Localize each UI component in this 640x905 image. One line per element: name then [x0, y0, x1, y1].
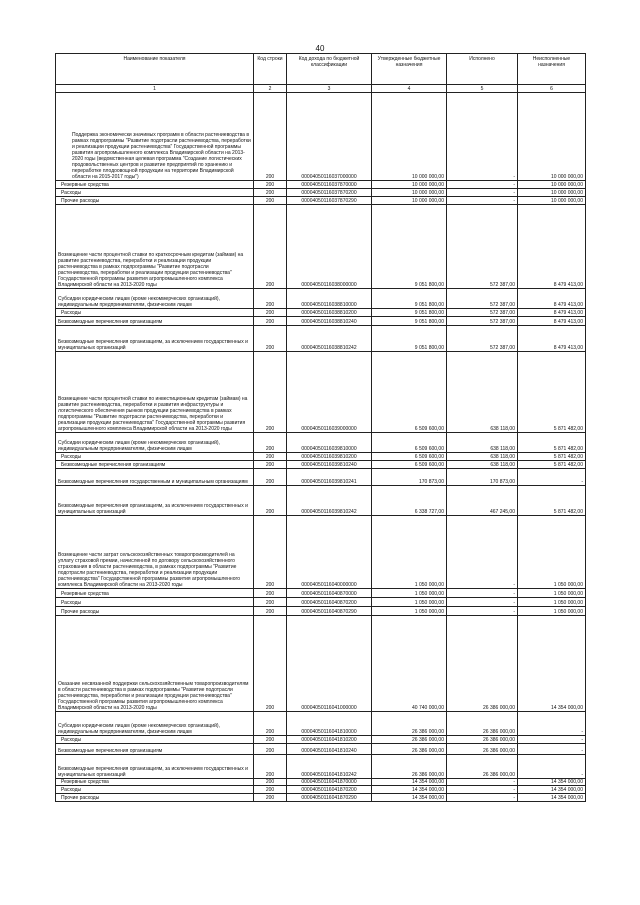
- cell-name: Прочие расходы: [56, 197, 254, 205]
- cell-line-code: 200: [254, 352, 287, 433]
- cell-approved: 9 051 800,00: [372, 309, 447, 317]
- cell-line-code: 200: [254, 598, 287, 607]
- column-header-executed: Исполнено: [447, 54, 518, 85]
- cell-name: Возмещение части процентной ставки по краткосрочным кредитам (займам) на развитие растениеводства, переработки и реализации продукции растениеводства в рамках подпрограммы "Развитие подотрасли растениеводства, переработки и реализации продукции растениеводства" Государственной программы развития агропромышленного комплекса Владимирской области на 2013-2020 годы: [56, 205, 254, 289]
- cell-approved: 26 386 000,00: [372, 744, 447, 755]
- cell-unexecuted: 8 479 413,00: [518, 317, 586, 326]
- cell-approved: 10 000 000,00: [372, 189, 447, 197]
- cell-budget-code: 00004050116038810242: [287, 326, 372, 352]
- cell-name: Возмещение части процентной ставки по инвестиционным кредитам (займам) на развитие растениеводства, переработки и развития инфраструктуры и логистического обеспечения рынков продукции растениеводства в рамках подпрограммы "Развитие подотрасли растениеводства, переработки и реализации продукции растениеводства" Государственной программы развития агропромышленного комплекса Владимирской области на 2013-2020 годы: [56, 352, 254, 433]
- table-row: [56, 516, 586, 589]
- budget-table: [55, 53, 586, 802]
- cell-budget-code: 00004050116038810200: [287, 309, 372, 317]
- cell-approved: 6 509 600,00: [372, 461, 447, 469]
- cell-budget-code: 00004050116037870200: [287, 189, 372, 197]
- cell-unexecuted: 1 050 000,00: [518, 607, 586, 616]
- cell-budget-code: 00004050116041810000: [287, 712, 372, 736]
- cell-line-code: 200: [254, 589, 287, 598]
- cell-executed: -: [447, 516, 518, 589]
- cell-approved: 1 050 000,00: [372, 516, 447, 589]
- table-row: [56, 469, 586, 486]
- cell-approved: 10 000 000,00: [372, 197, 447, 205]
- cell-executed: 638 118,00: [447, 352, 518, 433]
- cell-name: Прочие расходы: [56, 794, 254, 802]
- cell-name: Расходы: [56, 189, 254, 197]
- cell-name: Резервные средства: [56, 779, 254, 786]
- cell-unexecuted: 10 000 000,00: [518, 189, 586, 197]
- cell-name: Субсидии юридическим лицам (кроме некоммерческих организаций), индивидуальным предпринимателям, физическим лицам: [56, 433, 254, 453]
- column-header-code: Код строки: [254, 54, 287, 85]
- cell-budget-code: 00004050116040870200: [287, 598, 372, 607]
- cell-budget-code: 00004050116041870200: [287, 786, 372, 794]
- cell-approved: 9 051 800,00: [372, 326, 447, 352]
- cell-budget-code: 00004050116040870290: [287, 607, 372, 616]
- cell-name: Расходы: [56, 598, 254, 607]
- table-row: [56, 589, 586, 598]
- cell-unexecuted: 1 050 000,00: [518, 598, 586, 607]
- table-row: [56, 352, 586, 433]
- cell-executed: 572 387,00: [447, 309, 518, 317]
- cell-budget-code: 00004050116038810000: [287, 289, 372, 309]
- table-row: [56, 607, 586, 616]
- cell-line-code: 200: [254, 712, 287, 736]
- cell-budget-code: 00004050116039810242: [287, 486, 372, 516]
- cell-executed: 638 118,00: [447, 453, 518, 461]
- header-row: [56, 54, 586, 85]
- cell-unexecuted: 5 871 482,00: [518, 461, 586, 469]
- cell-unexecuted: -: [518, 744, 586, 755]
- cell-budget-code: 00004050116038000000: [287, 205, 372, 289]
- cell-executed: -: [447, 93, 518, 181]
- cell-approved: 6 509 600,00: [372, 352, 447, 433]
- cell-name: Безвозмездные перечисления организациям, за исключением государственных и муниципальных организаций: [56, 486, 254, 516]
- cell-approved: 26 386 000,00: [372, 736, 447, 744]
- table-row: [56, 598, 586, 607]
- cell-unexecuted: -: [518, 736, 586, 744]
- cell-approved: 14 354 000,00: [372, 779, 447, 786]
- cell-line-code: 200: [254, 616, 287, 712]
- column-number: 1: [56, 85, 254, 93]
- cell-name: Возмещение части затрат сельскохозяйственных товаропроизводителей на уплату страховой премии, начисленной по договору сельскохозяйственного страхования в области растениеводства, в рамках подпрограммы "Развитие подотрасли растениеводства, переработки и реализации продукции растениеводства" Государственной программы развития агропромышленного комплекса Владимирской области на 2013-2020 годы: [56, 516, 254, 589]
- cell-budget-code: 00004050116040000000: [287, 516, 372, 589]
- cell-approved: 26 386 000,00: [372, 712, 447, 736]
- cell-approved: 9 051 800,00: [372, 289, 447, 309]
- table-row: [56, 616, 586, 712]
- column-header-name: Наименование показателя: [56, 54, 254, 85]
- cell-approved: 6 509 600,00: [372, 453, 447, 461]
- cell-name: Субсидии юридическим лицам (кроме некоммерческих организаций), индивидуальным предпринимателям, физическим лицам: [56, 712, 254, 736]
- cell-line-code: 200: [254, 786, 287, 794]
- cell-line-code: 200: [254, 189, 287, 197]
- cell-executed: 572 387,00: [447, 326, 518, 352]
- cell-approved: 1 050 000,00: [372, 607, 447, 616]
- cell-line-code: 200: [254, 744, 287, 755]
- column-number: 2: [254, 85, 287, 93]
- table-row: [56, 309, 586, 317]
- cell-approved: 26 386 000,00: [372, 755, 447, 779]
- cell-name: Расходы: [56, 309, 254, 317]
- cell-name: Безвозмездные перечисления организациям, за исключением государственных и муниципальных организаций: [56, 326, 254, 352]
- cell-approved: 10 000 000,00: [372, 93, 447, 181]
- cell-executed: -: [447, 189, 518, 197]
- cell-line-code: 200: [254, 794, 287, 802]
- table-row: [56, 205, 586, 289]
- cell-line-code: 200: [254, 516, 287, 589]
- cell-executed: 26 386 000,00: [447, 744, 518, 755]
- table-row: [56, 189, 586, 197]
- cell-line-code: 200: [254, 433, 287, 453]
- cell-budget-code: 00004050116037870290: [287, 197, 372, 205]
- cell-unexecuted: 5 871 482,00: [518, 433, 586, 453]
- cell-unexecuted: 8 479 413,00: [518, 205, 586, 289]
- table-row: [56, 779, 586, 786]
- table-row: [56, 486, 586, 516]
- cell-unexecuted: 14 354 000,00: [518, 779, 586, 786]
- column-number: 6: [518, 85, 586, 93]
- cell-line-code: 200: [254, 326, 287, 352]
- cell-executed: -: [447, 197, 518, 205]
- cell-unexecuted: 1 050 000,00: [518, 589, 586, 598]
- cell-budget-code: 00004050116039810241: [287, 469, 372, 486]
- cell-executed: 26 386 000,00: [447, 736, 518, 744]
- table-row: [56, 93, 586, 181]
- cell-approved: 170 873,00: [372, 469, 447, 486]
- table-row: [56, 197, 586, 205]
- column-header-approved: Утвержденные бюджетные назначения: [372, 54, 447, 85]
- cell-line-code: 200: [254, 181, 287, 189]
- cell-budget-code: 00004050116041810242: [287, 755, 372, 779]
- cell-line-code: 200: [254, 779, 287, 786]
- cell-name: Расходы: [56, 786, 254, 794]
- cell-name: Расходы: [56, 736, 254, 744]
- column-number: 4: [372, 85, 447, 93]
- cell-executed: 467 245,00: [447, 486, 518, 516]
- cell-name: Резервные средства: [56, 589, 254, 598]
- cell-budget-code: 00004050116039000000: [287, 352, 372, 433]
- cell-approved: 6 509 600,00: [372, 433, 447, 453]
- column-header-unexecuted: Неисполненные назначения: [518, 54, 586, 85]
- cell-name: Расходы: [56, 453, 254, 461]
- cell-unexecuted: 5 871 482,00: [518, 486, 586, 516]
- column-header-kbk: Код дохода по бюджетной классификации: [287, 54, 372, 85]
- cell-approved: 1 050 000,00: [372, 598, 447, 607]
- cell-budget-code: 00004050116041000000: [287, 616, 372, 712]
- table-row: [56, 453, 586, 461]
- cell-name: Оказание несвязанной поддержки сельскохозяйственным товаропроизводителям в области растениеводства в рамках подпрограммы "Развитие подотрасли растениеводства, переработки и реализации продукции растениеводства" Государственной программы развития агропромышленного комплекса Владимирской области на 2013-2020 годы: [56, 616, 254, 712]
- table-row: [56, 433, 586, 453]
- cell-approved: 14 354 000,00: [372, 794, 447, 802]
- cell-executed: 26 386 000,00: [447, 616, 518, 712]
- cell-budget-code: 00004050116039810000: [287, 433, 372, 453]
- cell-budget-code: 00004050116041810200: [287, 736, 372, 744]
- cell-line-code: 200: [254, 486, 287, 516]
- cell-budget-code: 00004050116041810240: [287, 744, 372, 755]
- cell-executed: -: [447, 181, 518, 189]
- cell-line-code: 200: [254, 736, 287, 744]
- cell-line-code: 200: [254, 317, 287, 326]
- cell-unexecuted: 10 000 000,00: [518, 197, 586, 205]
- cell-approved: 40 740 000,00: [372, 616, 447, 712]
- cell-unexecuted: -: [518, 755, 586, 779]
- cell-unexecuted: 8 479 413,00: [518, 326, 586, 352]
- table-row: [56, 317, 586, 326]
- table-row: [56, 736, 586, 744]
- cell-line-code: 200: [254, 289, 287, 309]
- cell-unexecuted: -: [518, 712, 586, 736]
- cell-executed: -: [447, 589, 518, 598]
- cell-budget-code: 00004050116041870290: [287, 794, 372, 802]
- cell-line-code: 200: [254, 93, 287, 181]
- cell-executed: -: [447, 607, 518, 616]
- cell-name: Безвозмездные перечисления организациям: [56, 317, 254, 326]
- cell-unexecuted: 1 050 000,00: [518, 516, 586, 589]
- cell-name: Безвозмездные перечисления организациям: [56, 744, 254, 755]
- cell-unexecuted: 5 871 482,00: [518, 453, 586, 461]
- table-row: [56, 744, 586, 755]
- page-number: 40: [315, 44, 325, 53]
- cell-unexecuted: -: [518, 469, 586, 486]
- column-number: 5: [447, 85, 518, 93]
- cell-unexecuted: 14 354 000,00: [518, 786, 586, 794]
- cell-unexecuted: 10 000 000,00: [518, 181, 586, 189]
- cell-unexecuted: 8 479 413,00: [518, 309, 586, 317]
- cell-name: Поддержка экономически значимых программ в области растениеводства в рамках подпрограммы "Развитие подотрасли растениеводства, переработки и реализации продукции растениеводства" Государственной программы развития агропромышленного комплекса Владимирской области на 2013-2020 годы (ведомственная целевая программа "Создание логистических продовольственных центров и развитие предприятий по хранению и переработке плодоовощной продукции на территории Владимирской области на 2015-2017 годы"): [56, 93, 254, 181]
- cell-executed: 572 387,00: [447, 205, 518, 289]
- table-row: [56, 289, 586, 309]
- cell-budget-code: 00004050116038810240: [287, 317, 372, 326]
- cell-budget-code: 00004050116040870000: [287, 589, 372, 598]
- cell-approved: 9 051 800,00: [372, 317, 447, 326]
- cell-name: Прочие расходы: [56, 607, 254, 616]
- cell-unexecuted: 8 479 413,00: [518, 289, 586, 309]
- cell-unexecuted: 10 000 000,00: [518, 93, 586, 181]
- cell-executed: 572 387,00: [447, 317, 518, 326]
- cell-executed: -: [447, 779, 518, 786]
- cell-executed: 638 118,00: [447, 461, 518, 469]
- cell-approved: 6 338 727,00: [372, 486, 447, 516]
- cell-executed: 26 386 000,00: [447, 712, 518, 736]
- cell-budget-code: 00004050116039810200: [287, 453, 372, 461]
- cell-unexecuted: 14 354 000,00: [518, 794, 586, 802]
- table-row: [56, 181, 586, 189]
- cell-name: Субсидии юридическим лицам (кроме некоммерческих организаций), индивидуальным предпринимателям, физическим лицам: [56, 289, 254, 309]
- cell-line-code: 200: [254, 755, 287, 779]
- cell-line-code: 200: [254, 607, 287, 616]
- cell-unexecuted: 14 354 000,00: [518, 616, 586, 712]
- cell-executed: 572 387,00: [447, 289, 518, 309]
- cell-name: Безвозмездные перечисления организациям, за исключением государственных и муниципальных организаций: [56, 755, 254, 779]
- table-row: [56, 326, 586, 352]
- cell-name: Безвозмездные перечисления государственным и муниципальным организациям: [56, 469, 254, 486]
- cell-executed: 26 386 000,00: [447, 755, 518, 779]
- cell-name: Безвозмездные перечисления организациям: [56, 461, 254, 469]
- cell-budget-code: 00004050116039810240: [287, 461, 372, 469]
- table-row: [56, 461, 586, 469]
- cell-approved: 1 050 000,00: [372, 589, 447, 598]
- cell-line-code: 200: [254, 197, 287, 205]
- cell-executed: 638 118,00: [447, 433, 518, 453]
- table-row: [56, 794, 586, 802]
- cell-executed: -: [447, 794, 518, 802]
- table-row: [56, 712, 586, 736]
- cell-executed: -: [447, 598, 518, 607]
- cell-line-code: 200: [254, 461, 287, 469]
- cell-executed: 170 873,00: [447, 469, 518, 486]
- cell-approved: 14 354 000,00: [372, 786, 447, 794]
- cell-approved: 10 000 000,00: [372, 181, 447, 189]
- cell-line-code: 200: [254, 205, 287, 289]
- cell-line-code: 200: [254, 309, 287, 317]
- cell-executed: -: [447, 786, 518, 794]
- table-row: [56, 786, 586, 794]
- cell-budget-code: 00004050116037000000: [287, 93, 372, 181]
- cell-line-code: 200: [254, 453, 287, 461]
- cell-budget-code: 00004050116037870000: [287, 181, 372, 189]
- column-number: 3: [287, 85, 372, 93]
- cell-line-code: 200: [254, 469, 287, 486]
- table-row: [56, 755, 586, 779]
- cell-unexecuted: 5 871 482,00: [518, 352, 586, 433]
- column-number-row: [56, 85, 586, 93]
- cell-approved: 9 051 800,00: [372, 205, 447, 289]
- cell-budget-code: 00004050116041870000: [287, 779, 372, 786]
- cell-name: Резервные средства: [56, 181, 254, 189]
